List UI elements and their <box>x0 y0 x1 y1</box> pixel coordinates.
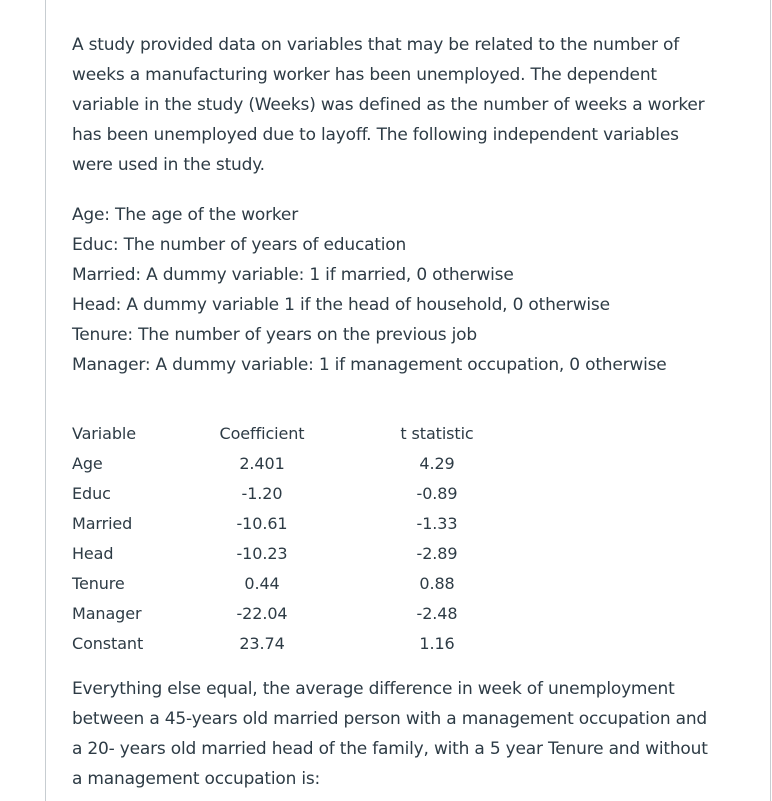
intro-line: weeks a manufacturing worker has been unemployed. The dependent <box>72 65 657 85</box>
row-t-statistic: 4.29 <box>419 454 455 473</box>
question-line: a 20- years old married head of the family, with a 5 year Tenure and without <box>72 739 708 759</box>
table-row <box>72 479 672 509</box>
definition-tenure: Tenure: The number of years on the previous job <box>72 325 477 345</box>
row-variable: Age <box>72 454 103 473</box>
definition-educ: Educ: The number of years of education <box>72 235 407 255</box>
row-t-statistic: 1.16 <box>419 634 455 653</box>
row-coefficient: 2.401 <box>239 454 285 473</box>
intro-paragraph <box>72 30 742 180</box>
definition-age: Age: The age of the worker <box>72 205 298 225</box>
row-t-statistic: -1.33 <box>416 514 458 533</box>
table-row <box>72 599 672 629</box>
row-variable: Tenure <box>72 574 125 593</box>
row-t-statistic: 0.88 <box>419 574 455 593</box>
row-t-statistic: -0.89 <box>416 484 458 503</box>
definition-married: Married: A dummy variable: 1 if married, 0 otherwise <box>72 265 514 285</box>
question-line: a management occupation is: <box>72 769 321 789</box>
question-prompt <box>72 674 747 794</box>
row-coefficient: -1.20 <box>241 484 283 503</box>
intro-line: were used in the study. <box>72 155 265 175</box>
row-variable: Constant <box>72 634 144 653</box>
header-t-statistic: t statistic <box>400 424 474 443</box>
table-row <box>72 539 672 569</box>
intro-line: has been unemployed due to layoff. The following independent variables <box>72 125 679 145</box>
row-coefficient: -22.04 <box>236 604 288 623</box>
row-coefficient: -10.61 <box>236 514 288 533</box>
definition-manager: Manager: A dummy variable: 1 if management occupation, 0 otherwise <box>72 355 667 375</box>
header-coefficient: Coefficient <box>219 424 305 443</box>
intro-line: variable in the study (Weeks) was defined as the number of weeks a worker <box>72 95 705 115</box>
question-text <box>72 30 742 380</box>
table-header <box>72 419 672 449</box>
question-line: Everything else equal, the average difference in week of unemployment <box>72 679 675 699</box>
row-coefficient: 23.74 <box>239 634 285 653</box>
row-variable: Educ <box>72 484 111 503</box>
row-coefficient: -10.23 <box>236 544 288 563</box>
row-variable: Head <box>72 544 114 563</box>
regression-table <box>72 419 672 659</box>
row-variable: Manager <box>72 604 142 623</box>
row-t-statistic: -2.89 <box>416 544 458 563</box>
table-row <box>72 449 672 479</box>
row-variable: Married <box>72 514 133 533</box>
definition-head: Head: A dummy variable 1 if the head of household, 0 otherwise <box>72 295 610 315</box>
variable-definitions <box>72 200 742 380</box>
question-line: between a 45-years old married person with a management occupation and <box>72 709 708 729</box>
row-coefficient: 0.44 <box>244 574 280 593</box>
table-row <box>72 629 672 659</box>
header-variable: Variable <box>72 424 136 443</box>
table-row <box>72 509 672 539</box>
table-row <box>72 569 672 599</box>
row-t-statistic: -2.48 <box>416 604 458 623</box>
intro-line: A study provided data on variables that may be related to the number of <box>72 35 680 55</box>
